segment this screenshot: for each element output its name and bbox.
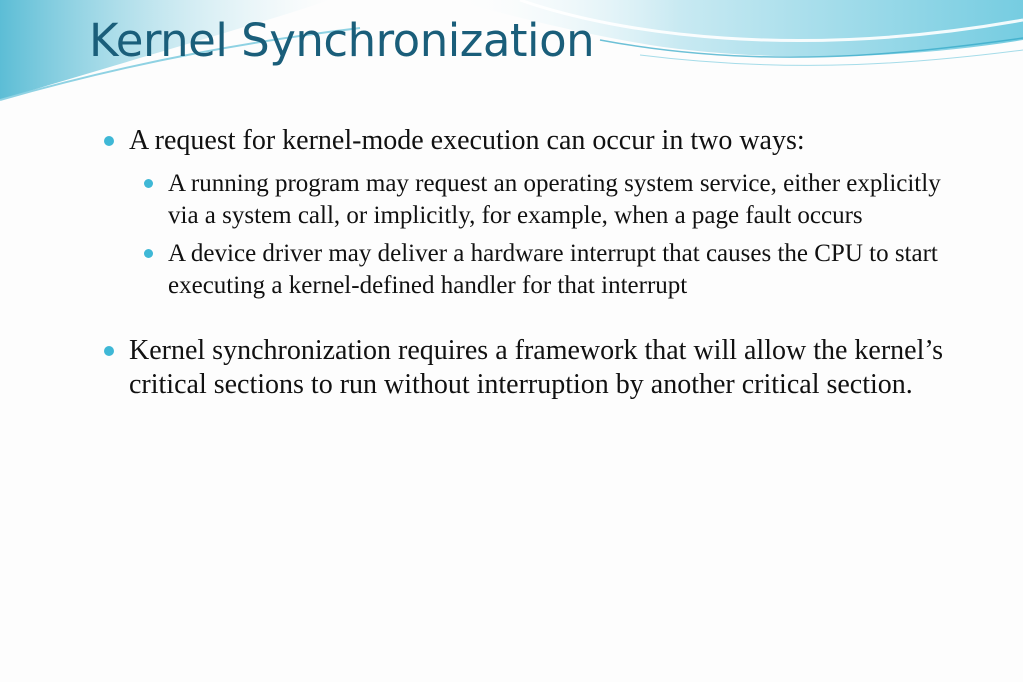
bullet-dot-icon <box>144 249 153 258</box>
bullet-text: Kernel synchronization requires a framework that will allow the kernel’s critical sections to run without interruption by another critical section. <box>129 335 944 400</box>
sub-bullet-text: A running program may request an operating system service, either explicitly via a system call, or implicitly, for example, when a page fault occurs <box>168 170 941 229</box>
slide-title: Kernel Synchronization <box>89 14 595 67</box>
sub-bullet-item <box>129 238 950 302</box>
spacer <box>100 302 950 334</box>
sub-bullet-text: A device driver may deliver a hardware interrupt that causes the CPU to start executing a kernel-defined handler for that interrupt <box>168 240 938 299</box>
bullet-dot-icon <box>104 346 114 356</box>
bullet-item <box>100 124 950 158</box>
slide-body <box>100 124 950 402</box>
bullet-item <box>100 334 950 402</box>
sub-bullet-item <box>129 168 950 232</box>
bullet-dot-icon <box>144 179 153 188</box>
bullet-dot-icon <box>104 136 114 146</box>
bullet-text: A request for kernel-mode execution can occur in two ways: <box>129 125 805 156</box>
